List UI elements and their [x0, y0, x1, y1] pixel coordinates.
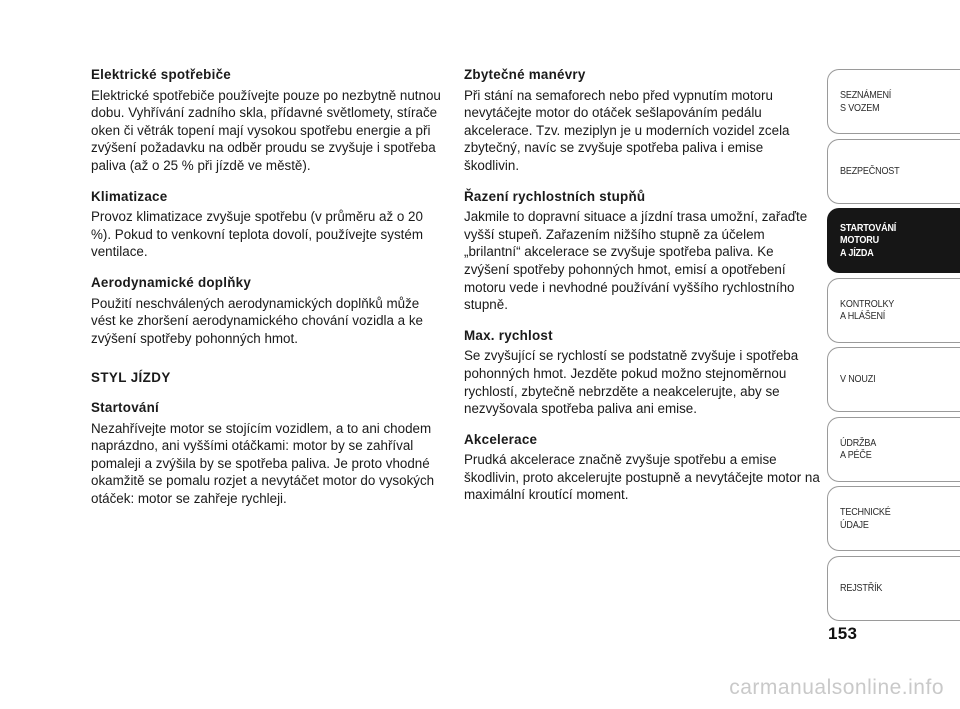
- tab-v-nouzi[interactable]: [827, 347, 960, 412]
- section-air-conditioning: [91, 188, 443, 261]
- section-heading: Řazení rychlostních stupňů: [464, 188, 646, 204]
- tab-label: TECHNICKÉ ÚDAJE: [840, 506, 891, 531]
- section-body: Elektrické spotřebiče používejte pouze po nezbytně nutnou dobu. Vyhřívání zadního skla, přídavné světlomety, stírače oken či větrák topení mají vysokou spotřebu energie a při zvýšení požadavku na odběr proudu se zvyšuje i spotřeba paliva (až o 25 % při jízdě ve městě).: [91, 87, 441, 173]
- section-body: Se zvyšující se rychlostí se podstatně zvyšuje i spotřeba pohonných hmot. Jezděte pokud možno stejnoměrnou rychlostí, zbytečně nebrzděte a neakcelerujte, aby se nezvyšovala spotřeba paliva ani emise.: [464, 348, 799, 417]
- watermark: carmanualsonline.info: [729, 676, 944, 699]
- section-heading: Zbytečné manévry: [464, 67, 586, 82]
- section-max-speed: [464, 327, 820, 418]
- section-heading: Elektrické spotřebiče: [91, 67, 231, 82]
- section-unnecessary-manoeuvres: [464, 66, 820, 175]
- tab-label: ÚDRŽBA A PÉČE: [840, 436, 877, 461]
- tab-udrzba-a-pece[interactable]: [827, 417, 960, 482]
- section-aerodynamic-accessories: [91, 274, 443, 347]
- tab-startovani-motoru-a-jizda[interactable]: [827, 208, 960, 273]
- driving-style-heading: STYL JÍZDY: [91, 370, 171, 386]
- section-heading: Aerodynamické doplňky: [91, 274, 252, 290]
- section-acceleration: [464, 431, 820, 504]
- section-starting: [91, 399, 443, 508]
- section-body: Použití neschválených aerodynamických doplňků může vést ke zhoršení aerodynamického chování vozidla a ke zvýšení spotřeby pohonných hmot.: [91, 295, 423, 346]
- tab-label: REJSTŘÍK: [840, 581, 883, 594]
- section-heading: Klimatizace: [91, 188, 168, 204]
- tab-label: V NOUZI: [840, 373, 876, 386]
- left-column: [91, 66, 443, 520]
- section-body: Při stání na semaforech nebo před vypnutím motoru nevytáčejte motor do otáček sešlapováním pedálu akcelerace. Tzv. meziplyn je u moderních vozidel zcela zbytečný, navíc se zvyšuje spotřeba paliva i emise škodlivin.: [464, 87, 790, 173]
- right-column: [464, 66, 820, 517]
- page-number: 153: [828, 624, 858, 643]
- section-body: Prudká akcelerace značně zvyšuje spotřebu a emise škodlivin, proto akcelerujte postupně a nevytáčejte motor na maximální kroutící moment.: [464, 452, 820, 503]
- tab-label: KONTROLKY A HLÁŠENÍ: [840, 297, 895, 322]
- section-heading: Akcelerace: [464, 431, 538, 447]
- tab-rejstrik[interactable]: [827, 556, 960, 621]
- section-heading: Startování: [91, 399, 159, 415]
- tab-label: BEZPEČNOST: [840, 164, 900, 177]
- section-heading: Max. rychlost: [464, 327, 553, 343]
- tab-bezpecnost[interactable]: [827, 139, 960, 204]
- section-body: Jakmile to dopravní situace a jízdní trasa umožní, zařaďte vyšší stupeň. Zařazením nižšího stupně za účelem „brilantní“ akcelerace se zvyšuje spotřeba paliva. Ke zvýšení spotřeby pohonných hmot, emisí a opotřebení motoru vede i nevhodné používání vyššího rychlostního stupně.: [464, 209, 808, 313]
- section-body: Provoz klimatizace zvyšuje spotřebu (v průměru až o 20 %). Pokud to venkovní teplota dovolí, používejte systém ventilace.: [91, 209, 423, 260]
- section-gear-shifting: [464, 188, 820, 314]
- section-body: Nezahřívejte motor se stojícím vozidlem, a to ani chodem naprázdno, ani vyššími otáčkami: motor by se zahříval pomaleji a zvýšila by se spotřeba paliva. Je proto vhodné okamžitě se pomalu rozjet a nevytáčet motor do vysokých otáček: motor se zahřeje rychleji.: [91, 420, 435, 506]
- section-electrical-consumers: [91, 66, 443, 175]
- tab-technicke-udaje[interactable]: [827, 486, 960, 551]
- tab-kontrolky-a-hlaseni[interactable]: [827, 278, 960, 343]
- tab-seznameni-s-vozem[interactable]: [827, 69, 960, 134]
- tab-label: SEZNÁMENÍ S VOZEM: [840, 89, 892, 114]
- chapter-tabs: [827, 69, 960, 625]
- tab-label: STARTOVÁNÍ MOTORU A JÍZDA: [840, 221, 897, 259]
